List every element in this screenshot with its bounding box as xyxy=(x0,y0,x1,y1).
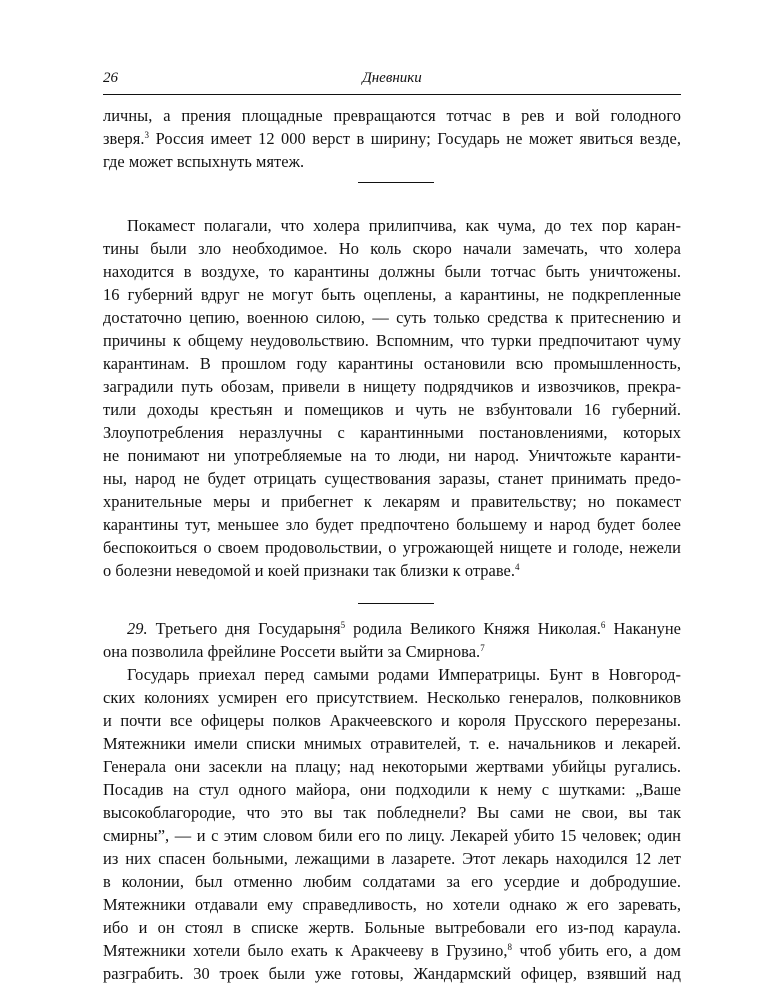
text-line: тины были зло необходимое. Но коль скоро начали замечать, что холера xyxy=(103,239,681,258)
text-line: находится в воздухе, то карантины должны были тотчас быть уничтожены. xyxy=(103,262,681,281)
text-line: зверя.$^3$ Россия имеет 12 000 верст в ширину; Государь не может явиться везде, xyxy=(103,129,681,148)
text-line: беспокоиться о своем продовольствии, о угрожающей нищете и голоде, нежели xyxy=(103,538,681,557)
text-line: о болезни неведомой и коей признаки так близки к отраве.$^4$ xyxy=(103,561,520,580)
running-header xyxy=(103,70,681,95)
text-line: заградили путь обозам, привели в нищету подрядчиков и извозчиков, прекра- xyxy=(103,377,681,396)
footnote-marker: 4 xyxy=(515,562,520,572)
section-divider xyxy=(358,182,434,183)
text-line: карантины тут, меньшее зло будет предпочтено большему и народ будет более xyxy=(103,515,681,534)
footnote-marker: 5 xyxy=(340,620,346,630)
text-line: в колонии, был отменно любим солдатами за его усердие и добродушие. xyxy=(103,872,681,891)
text-line: Мятежники имели списки мнимых отравителей, т. е. начальников и лекарей. xyxy=(103,734,681,753)
text-line: и почти все офицеры полков Аракчеевского и короля Прусского перерезаны. xyxy=(103,711,681,730)
page-number: 26 xyxy=(103,70,118,86)
text-line: карантинам. В прошлом году карантины остановили всю промышленность, xyxy=(103,354,681,373)
text-line: хранительные меры и прибегнет к лекарям и правительству; но покамест xyxy=(103,492,681,511)
text-line: ибо и он стоял в списке жертв. Больные вытребовали его из-под караула. xyxy=(103,918,681,937)
text-line: из них спасен больными, лежащими в лазарете. Этот лекарь находился 12 лет xyxy=(103,849,681,868)
text-line: Покамест полагали, что холера прилипчива, как чума, до тех пор каран- xyxy=(127,216,681,235)
text-line: смирны”, — и с этим словом били его по лицу. Лекарей убито 15 человек; один xyxy=(103,826,681,845)
running-title: Дневники xyxy=(362,70,422,86)
footnote-marker: 7 xyxy=(480,643,485,653)
text-line: Мятежники хотели было ехать к Аракчееву в Грузино,$^8$ чтоб убить его, а дом xyxy=(103,941,681,960)
text-line: личны, а прения площадные превращаются тотчас в рев и вой голодного xyxy=(103,106,681,125)
text-line: она позволила фрейлине Россети выйти за Смирнова.$^7$ xyxy=(103,642,485,661)
text-line: где может вспыхнуть мятеж. xyxy=(103,152,305,171)
footnote-marker: 3 xyxy=(144,130,150,140)
section-divider xyxy=(358,603,434,604)
text-line: 16 губерний вдруг не могут быть оцеплены, а карантины, не подкрепленные xyxy=(103,285,681,304)
text-line: Посадив на стул одного майора, они подходили к нему с шутками: „Ваше xyxy=(103,780,681,799)
text-line: 29. Третьего дня Государыня$^5$ родила Великого Княжя Николая.$^6$ Накануне xyxy=(127,619,681,638)
text-line: разграбить. 30 троек были уже готовы, Жандармский офицер, взявший над xyxy=(103,964,681,983)
text-line: достаточно цепию, военною силою, — суть только средства к притеснению и xyxy=(103,308,681,327)
text-line: Злоупотребления неразлучны с карантинными постановлениями, которых xyxy=(103,423,681,442)
text-line: Государь приехал перед самыми родами Императрицы. Бунт в Новгород- xyxy=(127,665,681,684)
text-line: тили доходы крестьян и помещиков и чуть не взбунтовали 16 губерний. xyxy=(103,400,681,419)
text-line: высокоблагородие, что это вы так побледнели? Вы сами не свои, вы так xyxy=(103,803,681,822)
entry-number: 29. xyxy=(127,619,148,638)
text-line: ны, народ не будет отрицать существования заразы, станет принимать предо- xyxy=(103,469,681,488)
footnote-marker: 6 xyxy=(600,620,606,630)
text-line: не понимают ни употребляемые на то люди, ни народ. Уничтожьте каранти- xyxy=(103,446,681,465)
text-line: Мятежники отдавали ему справедливость, но хотели однако ж его заревать, xyxy=(103,895,681,914)
text-line: Генерала они засекли на плацу; над некоторыми жертвами убийцы ругались. xyxy=(103,757,681,776)
text-line: причины к общему неудовольствию. Вспомним, что турки предпочитают чуму xyxy=(103,331,681,350)
footnote-marker: 8 xyxy=(507,942,513,952)
text-line: ских колониях усмирен его присутствием. Несколько генералов, полковников xyxy=(103,688,681,707)
